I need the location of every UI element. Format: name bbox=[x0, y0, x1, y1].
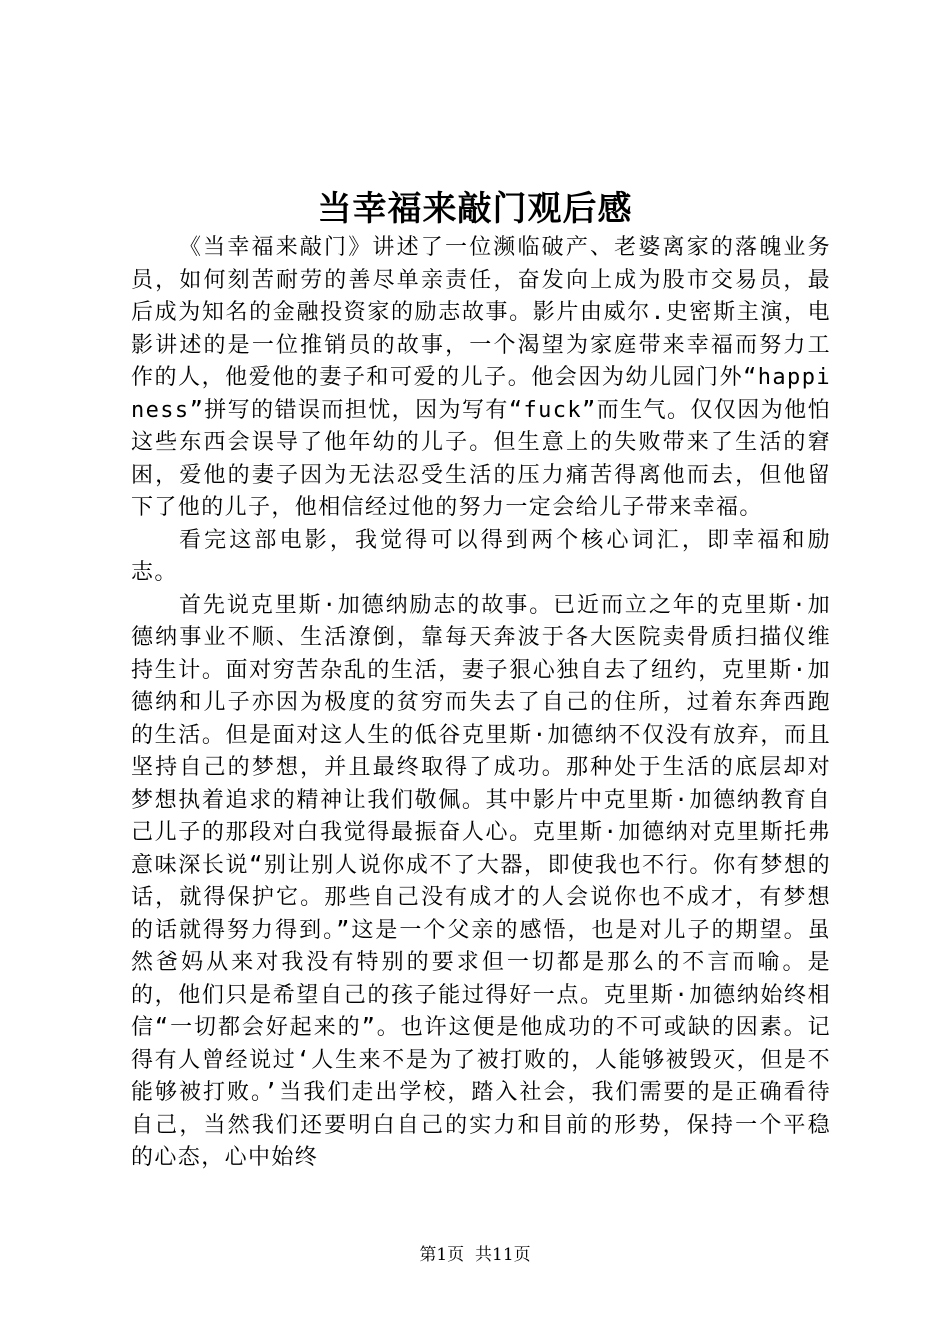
page-number: 第1页 bbox=[419, 1245, 465, 1265]
paragraph-keywords: 看完这部电影，我觉得可以得到两个核心词汇，即幸福和励志。 bbox=[131, 527, 831, 585]
page-total: 共11页 bbox=[475, 1245, 531, 1265]
document-body bbox=[131, 232, 831, 1175]
footer-spacer bbox=[464, 1245, 475, 1265]
page-footer bbox=[0, 1243, 950, 1267]
document-title: 当幸福来敲门观后感 bbox=[317, 189, 633, 229]
paragraph-intro: 《当幸福来敲门》讲述了一位濒临破产、老婆离家的落魄业务员，如何刻苦耐劳的善尽单亲责任，奋发向上成为股市交易员，最后成为知名的金融投资家的励志故事。影片由威尔.史密斯主演，电影讲述的是一位推销员的故事，一个渴望为家庭带来幸福而努力工作的人，他爱他的妻子和可爱的儿子。他会因为幼儿园门外“happiness”拼写的错误而担忧，因为写有“fuck”而生气。仅仅因为他怕这些东西会误导了他年幼的儿子。但生意上的失败带来了生活的窘困，爱他的妻子因为无法忍受生活的压力痛苦得离他而去，但他留下了他的儿子，他相信经过他的努力一定会给儿子带来幸福。 bbox=[131, 235, 831, 520]
paragraph-inspiration: 首先说克里斯·加德纳励志的故事。已近而立之年的克里斯·加德纳事业不顺、生活潦倒，靠每天奔波于各大医院卖骨质扫描仪维持生计。面对穷苦杂乱的生活，妻子狠心独自去了纽约，克里斯·加德纳和儿子亦因为极度的贫穷而失去了自己的住所，过着东奔西跑的生活。但是面对这人生的低谷克里斯·加德纳不仅没有放弃，而且坚持自己的梦想，并且最终取得了成功。那种处于生活的底层却对梦想执着追求的精神让我们敬佩。其中影片中克里斯·加德纳教育自己儿子的那段对白我觉得最振奋人心。克里斯·加德纳对克里斯托弗意味深长说“别让别人说你成不了大器，即使我也不行。你有梦想的话，就得保护它。那些自己没有成才的人会说你也不成才，有梦想的话就得努力得到。”这是一个父亲的感悟，也是对儿子的期望。虽然爸妈从来对我没有特别的要求但一切都是那么的不言而喻。是的，他们只是希望自己的孩子能过得好一点。克里斯·加德纳始终相信“一切都会好起来的”。也许这便是他成功的不可或缺的因素。记得有人曾经说过‘人生来不是为了被打败的，人能够被毁灭，但是不能够被打败。’当我们走出学校，踏入社会，我们需要的是正确看待自己，当然我们还要明白自己的实力和目前的形势，保持一个平稳的心态，心中始终 bbox=[131, 592, 831, 1170]
